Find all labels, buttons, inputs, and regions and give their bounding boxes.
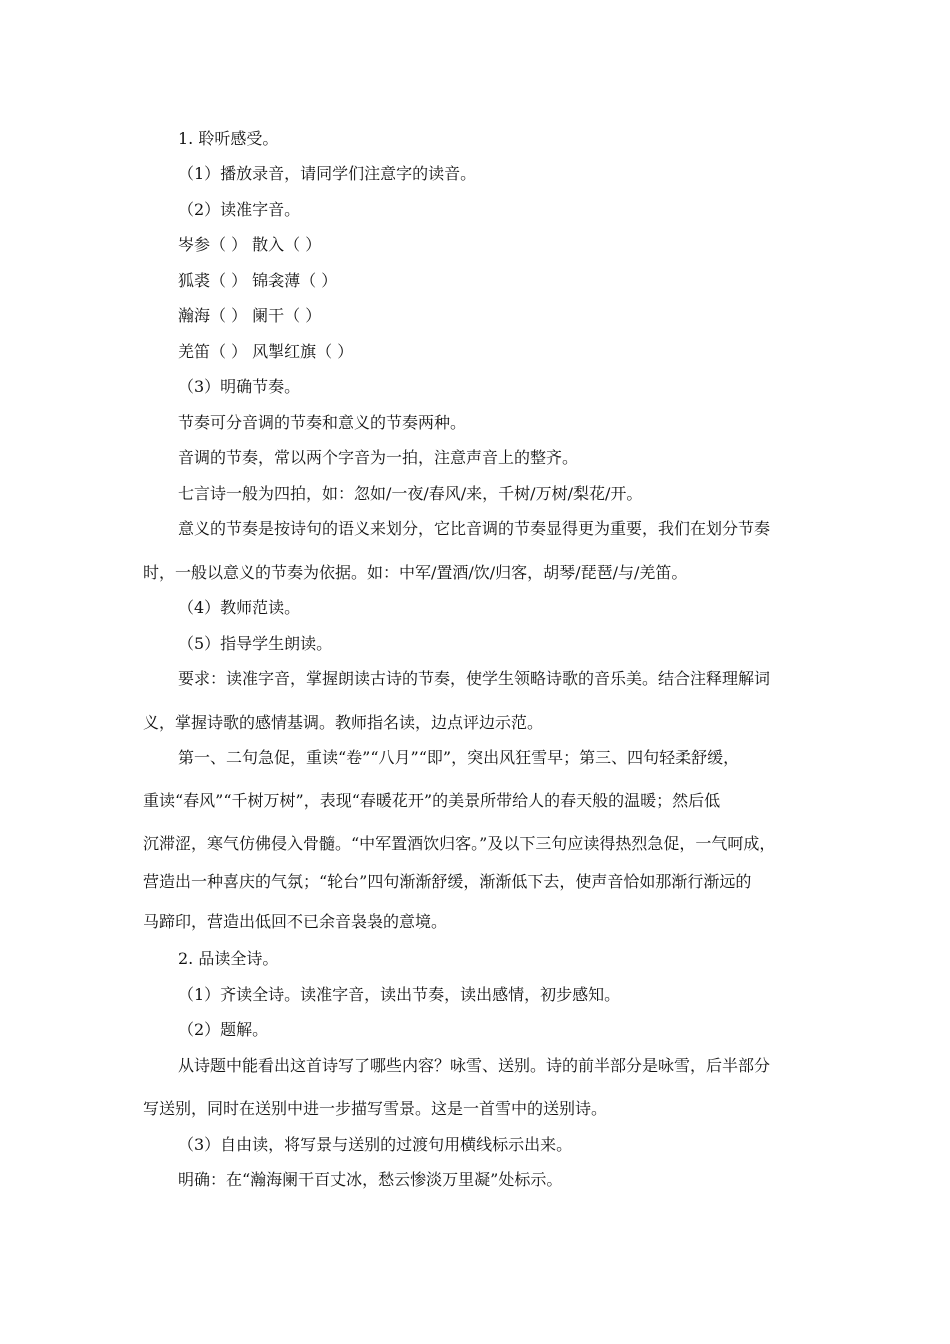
step-read-together: （1）齐读全诗。读准字音，读出节奏，读出感情，初步感知。 [178, 985, 621, 1004]
paragraph-line: 明确：在“瀚海阑干百丈冰，愁云惨淡万里凝”处标示。 [178, 1170, 563, 1189]
paragraph-line: 写送别，同时在送别中进一步描写雪景。这是一首雪中的送别诗。 [143, 1099, 608, 1118]
pronunciation-row-1: 岑参（ ） 散入（ ） [178, 235, 322, 254]
paragraph-line: 音调的节奏，常以两个字音为一拍，注意声音上的整齐。 [178, 448, 579, 467]
step-title-explanation: （2）题解。 [178, 1020, 269, 1039]
step-play-recording: （1）播放录音，请同学们注意字的读音。 [178, 164, 477, 183]
paragraph-line: 从诗题中能看出这首诗写了哪些内容？咏雪、送别。诗的前半部分是咏雪，后半部分 [178, 1056, 771, 1075]
paragraph-line: 马蹄印，营造出低回不已余音袅袅的意境。 [143, 912, 448, 931]
section-heading-listen: 1. 聆听感受。 [178, 129, 279, 148]
section-heading-read-poem: 2. 品读全诗。 [178, 949, 279, 968]
paragraph-line: 营造出一种喜庆的气氛；“轮台”四句渐渐舒缓，渐渐低下去，使声音恰如那渐行渐远的 [143, 872, 752, 891]
step-guided-reading: （5）指导学生朗读。 [178, 634, 333, 653]
pronunciation-row-2: 狐裘（ ） 锦衾薄（ ） [178, 271, 338, 290]
step-teacher-reading: （4）教师范读。 [178, 598, 301, 617]
paragraph-line: 沉滞涩，寒气仿佛侵入骨髓。“中军置酒饮归客。”及以下三句应读得热烈急促，一气呵成， [143, 834, 776, 853]
paragraph-line: 要求：读准字音，掌握朗读古诗的节奏，使学生领略诗歌的音乐美。结合注释理解词 [178, 669, 771, 688]
step-rhythm: （3）明确节奏。 [178, 377, 301, 396]
paragraph-line: 意义的节奏是按诗句的语义来划分，它比音调的节奏显得更为重要，我们在划分节奏 [178, 519, 771, 538]
step-free-reading: （3）自由读，将写景与送别的过渡句用横线标示出来。 [178, 1135, 573, 1154]
paragraph-line: 义，掌握诗歌的感情基调。教师指名读，边点评边示范。 [143, 713, 544, 732]
paragraph-line: 七言诗一般为四拍，如：忽如/一夜/春风/来，千树/万树/梨花/开。 [178, 484, 643, 503]
step-read-pronunciation: （2）读准字音。 [178, 200, 301, 219]
paragraph-line: 时，一般以意义的节奏为依据。如：中军/置酒/饮/归客，胡琴/琵琶/与/羌笛。 [143, 563, 688, 582]
pronunciation-row-4: 羌笛（ ） 风掣红旗（ ） [178, 342, 354, 361]
paragraph-line: 重读“春风”“千树万树”，表现“春暖花开”的美景所带给人的春天般的温暖；然后低 [143, 791, 721, 810]
paragraph-line: 节奏可分音调的节奏和意义的节奏两种。 [178, 413, 467, 432]
paragraph-line: 第一、二句急促，重读“卷”“八月”“即”，突出风狂雪早；第三、四句轻柔舒缓， [178, 748, 740, 767]
pronunciation-row-3: 瀚海（ ） 阑干（ ） [178, 306, 322, 325]
